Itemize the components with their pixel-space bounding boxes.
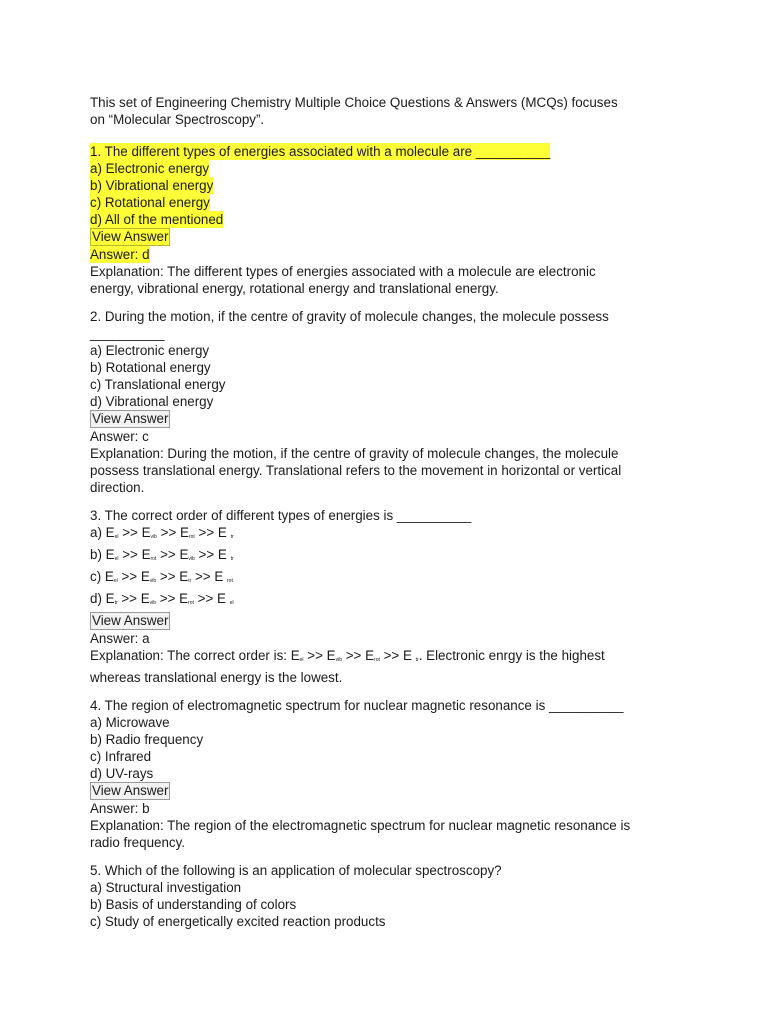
question-3-answer: Answer: a xyxy=(90,631,150,646)
question-4-option-b: b) Radio frequency xyxy=(90,732,204,747)
question-1-answer: Answer: d xyxy=(90,247,150,262)
question-2-option-c: c) Translational energy xyxy=(90,377,226,392)
question-2-explanation-line-1: Explanation: During the motion, if the centre of gravity of molecule changes, the molecule xyxy=(90,446,619,461)
question-4 xyxy=(90,697,690,851)
question-3-option-c: c) $E_{el} >> E_{vib} >> E_{tr} >> E$ $_{rot}$ xyxy=(90,569,233,584)
question-2-view-answer-button[interactable]: View Answer xyxy=(92,411,169,426)
question-3 xyxy=(90,507,690,686)
question-3-explanation-line-2: whereas translational energy is the lowest. xyxy=(90,670,343,685)
question-4-view-answer-button[interactable]: View Answer xyxy=(92,783,169,798)
intro-line-2: on “Molecular Spectroscopy”. xyxy=(90,112,265,127)
question-1-explanation-line-1: Explanation: The different types of energies associated with a molecule are electronic xyxy=(90,264,596,279)
question-4-explanation-line-1: Explanation: The region of the electromagnetic spectrum for nuclear magnetic resonance is xyxy=(90,818,631,833)
question-3-view-answer-button[interactable]: View Answer xyxy=(92,613,169,628)
question-3-option-d: d) $E_{tr} >> E_{vib} >> E_{rot} >> E$ $_{el}$ xyxy=(90,591,234,606)
question-5 xyxy=(90,862,690,930)
question-5-option-c: c) Study of energetically excited reaction products xyxy=(90,914,386,929)
question-1 xyxy=(90,143,690,297)
question-4-option-c: c) Infrared xyxy=(90,749,152,764)
question-4-option-a: a) Microwave xyxy=(90,715,170,730)
question-2 xyxy=(90,308,690,496)
question-2-option-b: b) Rotational energy xyxy=(90,360,211,375)
question-2-text-line-2: __________ xyxy=(90,326,165,341)
question-3-text: 3. The correct order of different types of energies is __________ xyxy=(90,508,472,523)
question-1-option-d: d) All of the mentioned xyxy=(90,212,224,227)
intro-line-1: This set of Engineering Chemistry Multiple Choice Questions & Answers (MCQs) focuses xyxy=(90,95,618,110)
question-4-option-d: d) UV-rays xyxy=(90,766,154,781)
question-5-text: 5. Which of the following is an application of molecular spectroscopy? xyxy=(90,863,502,878)
question-2-explanation-line-2: possess translational energy. Translational refers to the movement in horizontal or vertical xyxy=(90,463,622,478)
question-1-option-a: a) Electronic energy xyxy=(90,161,210,176)
question-4-text: 4. The region of electromagnetic spectrum for nuclear magnetic resonance is __________ xyxy=(90,698,624,713)
question-1-option-b: b) Vibrational energy xyxy=(90,178,214,193)
question-5-option-a: a) Structural investigation xyxy=(90,880,242,895)
question-3-option-b: b) $E_{el} >> E_{rot} >> E_{vib} >> E$ $_{tr}$ xyxy=(90,547,234,562)
document-content xyxy=(90,94,690,941)
question-3-option-a: a) $E_{el} >> E_{vib} >> E_{rot} >> E$ $_{tr}$ xyxy=(90,525,234,540)
question-2-explanation-line-3: direction. xyxy=(90,480,145,495)
question-2-text-line-1: 2. During the motion, if the centre of gravity of molecule changes, the molecule possess xyxy=(90,309,609,324)
question-4-answer: Answer: b xyxy=(90,801,150,816)
question-4-explanation-line-2: radio frequency. xyxy=(90,835,186,850)
intro-paragraph xyxy=(90,94,690,128)
question-1-explanation-line-2: energy, vibrational energy, rotational energy and translational energy. xyxy=(90,281,499,296)
question-2-answer: Answer: c xyxy=(90,429,149,444)
question-1-highlight xyxy=(90,143,690,263)
question-1-text: 1. The different types of energies associated with a molecule are __________ xyxy=(90,144,551,159)
question-5-option-b: b) Basis of understanding of colors xyxy=(90,897,297,912)
question-2-option-a: a) Electronic energy xyxy=(90,343,210,358)
question-2-option-d: d) Vibrational energy xyxy=(90,394,214,409)
question-1-view-answer-button[interactable]: View Answer xyxy=(92,229,169,244)
question-3-explanation-line-1: Explanation: The correct order is: $E_{el} >> E_{vib} >> E_{rot} >> E$ $_{tr}$. Electronic enrgy is the highest xyxy=(90,648,605,663)
question-1-option-c: c) Rotational energy xyxy=(90,195,210,210)
